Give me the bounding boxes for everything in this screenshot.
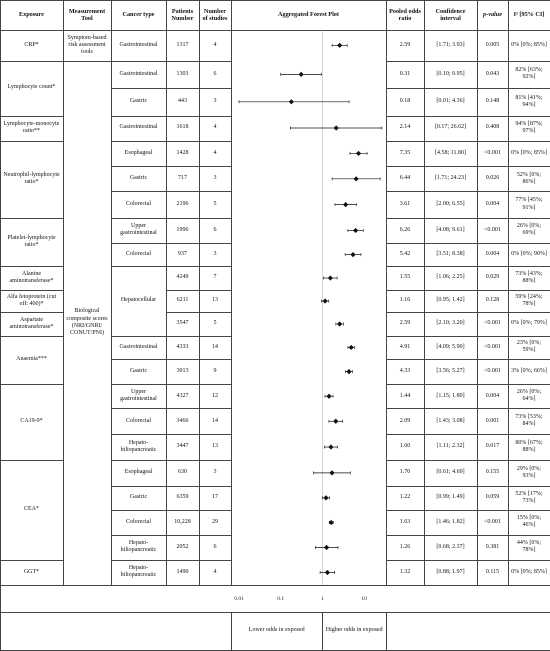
cancer-type: Colorectal [111, 510, 166, 535]
studies-number: 5 [199, 312, 231, 335]
rule-horizontal [166, 585, 231, 586]
confidence-interval: [0.17; 26.62] [424, 116, 477, 141]
p-value: 0.005 [477, 30, 508, 61]
rule-vertical [111, 0, 112, 585]
i2-value: 3% [0%; 66%] [508, 359, 550, 384]
confidence-interval: [2.00; 6.55] [424, 191, 477, 218]
confidence-interval: [1.46; 1.82] [424, 510, 477, 535]
rule-vertical [231, 0, 232, 585]
patients-number: 4327 [166, 384, 199, 408]
p-value: 0.004 [477, 243, 508, 266]
p-value: 0.017 [477, 434, 508, 460]
studies-number: 3 [199, 88, 231, 115]
header-cancer: Cancer type [111, 0, 166, 30]
pooled-odds-ratio: 3.61 [386, 191, 424, 218]
pooled-odds-ratio: 4.91 [386, 336, 424, 359]
rule-horizontal [0, 0, 550, 1]
studies-number: 13 [199, 434, 231, 460]
pooled-odds-ratio: 0.18 [386, 88, 424, 115]
rule-horizontal [386, 359, 550, 360]
studies-number: 9 [199, 359, 231, 384]
p-value: 0.381 [477, 535, 508, 560]
rule-vertical [322, 612, 323, 650]
cancer-type: Hepato-biliopancreatic [111, 535, 166, 560]
studies-number: 3 [199, 460, 231, 486]
pooled-odds-ratio: 1.55 [386, 266, 424, 289]
rule-horizontal [0, 560, 63, 561]
patients-number: 1317 [166, 30, 199, 61]
rule-horizontal [0, 312, 63, 313]
rule-vertical [0, 0, 1, 585]
studies-number: 4 [199, 30, 231, 61]
pooled-odds-ratio: 4.33 [386, 359, 424, 384]
studies-number: 4 [199, 560, 231, 585]
rule-vertical [166, 0, 167, 585]
p-value: <0.001 [477, 510, 508, 535]
i2-value: 0% [0%; 90%] [508, 243, 550, 266]
rule-horizontal [386, 312, 550, 313]
i2-value: 26% [0%; 69%] [508, 218, 550, 243]
patients-number: 1303 [166, 61, 199, 88]
confidence-interval: [4.09; 5.90] [424, 336, 477, 359]
patients-number: 6211 [166, 290, 199, 313]
header-plot: Aggregated Forest Plot [231, 0, 386, 30]
p-value: 0.004 [477, 191, 508, 218]
p-value: 0.043 [477, 61, 508, 88]
header-exposure: Exposure [0, 0, 63, 30]
confidence-interval: [0.99; 1.49] [424, 486, 477, 510]
pooled-odds-ratio: 1.44 [386, 384, 424, 408]
rule-horizontal [386, 116, 550, 117]
rule-horizontal [386, 535, 550, 536]
p-value: 0.026 [477, 166, 508, 191]
exposure-label: Lymphocyte count* [0, 61, 63, 116]
exposure-label: Anaemia*** [0, 336, 63, 384]
confidence-interval: [0.88; 1.97] [424, 560, 477, 585]
p-value: 0.001 [477, 408, 508, 434]
p-value: 0.155 [477, 460, 508, 486]
header-patients: Patients Number [166, 0, 199, 30]
studies-number: 12 [199, 384, 231, 408]
rule-horizontal [386, 434, 550, 435]
i2-value: 59% [24%; 78%] [508, 290, 550, 313]
cancer-type: Colorectal [111, 191, 166, 218]
axis-tick-label: 0.1 [277, 596, 284, 602]
i2-value: 0% [0%; 85%] [508, 560, 550, 585]
p-value: 0.059 [477, 486, 508, 510]
p-value: 0.115 [477, 560, 508, 585]
i2-value: 73% [43%; 88%] [508, 266, 550, 289]
patients-number: 1618 [166, 116, 199, 141]
pooled-odds-ratio: 1.16 [386, 290, 424, 313]
confidence-interval: [0.95; 1.42] [424, 290, 477, 313]
cancer-type: Upper gastrointestinal [111, 384, 166, 408]
confidence-interval: [3.56; 5.27] [424, 359, 477, 384]
patients-number: 2196 [166, 191, 199, 218]
measurement-tool-symptom: Symptom-based risk assessment tools [63, 30, 111, 61]
pooled-odds-ratio: 1.22 [386, 486, 424, 510]
confidence-interval: [1.15; 1.80] [424, 384, 477, 408]
studies-number: 4 [199, 116, 231, 141]
rule-horizontal [111, 510, 166, 511]
patients-number: 10,228 [166, 510, 199, 535]
studies-number: 7 [199, 266, 231, 289]
rule-horizontal [386, 510, 550, 511]
rule-horizontal [0, 266, 63, 267]
pooled-odds-ratio: 6.44 [386, 166, 424, 191]
rule-horizontal [111, 243, 166, 244]
i2-value: 73% [53%; 84%] [508, 408, 550, 434]
rule-horizontal [111, 585, 166, 586]
cancer-type: Hepato-biliopancreatic [111, 560, 166, 585]
cancer-type: Gastrointestinal [111, 61, 166, 88]
cancer-type: Gastric [111, 486, 166, 510]
exposure-label: CEA* [0, 460, 63, 560]
confidence-interval: [3.51; 8.38] [424, 243, 477, 266]
rule-horizontal [111, 408, 166, 409]
confidence-interval: [0.68; 2.37] [424, 535, 477, 560]
rule-horizontal [111, 191, 166, 192]
p-value: 0.004 [477, 384, 508, 408]
patients-number: 4249 [166, 266, 199, 289]
pooled-odds-ratio: 1.32 [386, 560, 424, 585]
patients-number: 3466 [166, 408, 199, 434]
header-p: p-value [477, 0, 508, 30]
rule-vertical [199, 0, 200, 585]
patients-number: 1490 [166, 560, 199, 585]
exposure-label: CRP* [0, 30, 63, 61]
rule-horizontal [0, 141, 63, 142]
cancer-type: Esophageal [111, 141, 166, 167]
i2-value: 94% [87%; 97%] [508, 116, 550, 141]
studies-number: 29 [199, 510, 231, 535]
rule-horizontal [111, 359, 166, 360]
rule-vertical [477, 0, 478, 585]
rule-horizontal [111, 486, 166, 487]
cancer-type: Gastrointestinal [111, 30, 166, 61]
exposure-label: Alanine aminotransferase* [0, 266, 63, 289]
confidence-interval: [2.10; 3.20] [424, 312, 477, 335]
exposure-label: Aspartate aminotransferase* [0, 312, 63, 335]
patients-number: 443 [166, 88, 199, 115]
studies-number: 13 [199, 290, 231, 313]
studies-number: 4 [199, 141, 231, 167]
confidence-interval: [0.61; 4.69] [424, 460, 477, 486]
rule-horizontal [386, 218, 550, 219]
patients-number: 4333 [166, 336, 199, 359]
confidence-interval: [0.10; 0.95] [424, 61, 477, 88]
rule-vertical [386, 612, 387, 650]
pooled-odds-ratio: 1.70 [386, 460, 424, 486]
rule-horizontal [386, 61, 550, 62]
rule-horizontal [386, 486, 550, 487]
pooled-odds-ratio: 1.60 [386, 434, 424, 460]
rule-horizontal [111, 434, 166, 435]
rule-horizontal [111, 560, 166, 561]
cancer-type: Hepato-biliopancreatic [111, 434, 166, 460]
rule-vertical [63, 0, 64, 585]
patients-number: 630 [166, 460, 199, 486]
patients-number: 717 [166, 166, 199, 191]
p-value: 0.029 [477, 266, 508, 289]
studies-number: 17 [199, 486, 231, 510]
i2-value: 80% [67%; 88%] [508, 434, 550, 460]
confidence-interval: [4.08; 9.61] [424, 218, 477, 243]
rule-horizontal [111, 141, 166, 142]
confidence-interval: [1.11; 2.32] [424, 434, 477, 460]
measurement-tool-biological: Biological composite scores (NRI/GNRI/ CONUT/PNI) [63, 61, 111, 585]
i2-value: 52% [17%; 73%] [508, 486, 550, 510]
rule-horizontal [386, 560, 550, 561]
i2-value: 44% [0%; 78%] [508, 535, 550, 560]
rule-horizontal [111, 535, 166, 536]
patients-number: 937 [166, 243, 199, 266]
header-or: Pooled odds ratio [386, 0, 424, 30]
rule-horizontal [386, 243, 550, 244]
confidence-interval: [1.06; 2.25] [424, 266, 477, 289]
i2-value: 77% [45%; 91%] [508, 191, 550, 218]
exposure-label: CA19-9* [0, 384, 63, 460]
rule-vertical [0, 585, 1, 650]
rule-horizontal [111, 460, 166, 461]
rule-vertical [424, 0, 425, 585]
i2-value: 52% [0%; 86%] [508, 166, 550, 191]
patients-number: 1428 [166, 141, 199, 167]
pooled-odds-ratio: 1.63 [386, 510, 424, 535]
p-value: 0.408 [477, 116, 508, 141]
confidence-interval: [1.43; 3.08] [424, 408, 477, 434]
p-value: <0.001 [477, 312, 508, 335]
rule-horizontal [386, 290, 550, 291]
exposure-label: Neutrophil-lymphocyte ratio* [0, 141, 63, 218]
studies-number: 3 [199, 166, 231, 191]
studies-number: 6 [199, 218, 231, 243]
cancer-type: Gastric [111, 166, 166, 191]
pooled-odds-ratio: 2.09 [386, 408, 424, 434]
rule-horizontal [386, 460, 550, 461]
rule-horizontal [386, 266, 550, 267]
pooled-odds-ratio: 7.35 [386, 141, 424, 167]
rule-horizontal [63, 61, 111, 62]
rule-horizontal [0, 585, 63, 586]
axis-tick-label: 1 [321, 596, 324, 602]
p-value: <0.001 [477, 218, 508, 243]
patients-number: 2052 [166, 535, 199, 560]
i2-value: 82% [63%; 92%] [508, 61, 550, 88]
studies-number: 3 [199, 243, 231, 266]
rule-horizontal [111, 336, 166, 337]
exposure-label: Lymphocyte-monocyte ratio** [0, 116, 63, 141]
i2-value: 0% [0%; 85%] [508, 141, 550, 167]
rule-horizontal [0, 336, 63, 337]
cancer-type: Gastric [111, 88, 166, 115]
header-tool: Measurement Tool [63, 0, 111, 30]
pooled-odds-ratio: 2.59 [386, 30, 424, 61]
patients-number: 6359 [166, 486, 199, 510]
rule-horizontal [111, 266, 166, 267]
cancer-type: Upper gastrointestinal [111, 218, 166, 243]
cancer-type: Colorectal [111, 243, 166, 266]
pooled-odds-ratio: 2.59 [386, 312, 424, 335]
header-i2: I² [95% CI] [508, 0, 550, 30]
rule-horizontal [386, 408, 550, 409]
axis-tick-label: 0.01 [234, 596, 244, 602]
rule-horizontal [386, 88, 550, 89]
rule-horizontal [386, 384, 550, 385]
pooled-odds-ratio: 0.31 [386, 61, 424, 88]
rule-horizontal [0, 61, 63, 62]
pooled-odds-ratio: 5.42 [386, 243, 424, 266]
confidence-interval: [0.01; 4.36] [424, 88, 477, 115]
rule-vertical [508, 0, 509, 585]
studies-number: 6 [199, 535, 231, 560]
rule-horizontal [0, 290, 63, 291]
p-value: <0.001 [477, 141, 508, 167]
cancer-type: Gastrointestinal [111, 116, 166, 141]
header-studies: Number of studies [199, 0, 231, 30]
i2-value: 29% [0%; 93%] [508, 460, 550, 486]
rule-horizontal [386, 585, 550, 586]
pooled-odds-ratio: 2.14 [386, 116, 424, 141]
exposure-label: GGT* [0, 560, 63, 585]
rule-horizontal [0, 384, 63, 385]
p-value: <0.001 [477, 336, 508, 359]
patients-number: 3447 [166, 434, 199, 460]
footer-lower-odds: Lower odds in exposed [231, 612, 322, 650]
i2-value: 81% [41%; 94%] [508, 88, 550, 115]
confidence-interval: [4.58; 11.80] [424, 141, 477, 167]
rule-horizontal [386, 191, 550, 192]
p-value: <0.001 [477, 359, 508, 384]
patients-number: 1996 [166, 218, 199, 243]
rule-horizontal [0, 460, 63, 461]
rule-horizontal [0, 116, 63, 117]
studies-number: 5 [199, 191, 231, 218]
studies-number: 6 [199, 61, 231, 88]
i2-value: 0% [0%; 85%] [508, 30, 550, 61]
rule-horizontal [111, 166, 166, 167]
rule-horizontal [386, 166, 550, 167]
exposure-label: Alfa fetoprotein (cut off: 400)* [0, 290, 63, 313]
cancer-type: Gastric [111, 359, 166, 384]
axis-tick-label: 10 [361, 596, 367, 602]
studies-number: 14 [199, 336, 231, 359]
rule-horizontal [231, 585, 386, 586]
studies-number: 14 [199, 408, 231, 434]
cancer-type: Gastrointestinal [111, 336, 166, 359]
pooled-odds-ratio: 6.26 [386, 218, 424, 243]
cancer-type: Colorectal [111, 408, 166, 434]
rule-horizontal [111, 61, 166, 62]
exposure-label: Platelet-lymphocyte ratio* [0, 218, 63, 266]
rule-horizontal [111, 218, 166, 219]
confidence-interval: [1.71; 24.23] [424, 166, 477, 191]
i2-value: 26% [0%; 64%] [508, 384, 550, 408]
p-value: 0.128 [477, 290, 508, 313]
rule-vertical [386, 0, 387, 585]
rule-horizontal [0, 218, 63, 219]
i2-value: 23% [0%; 59%] [508, 336, 550, 359]
i2-value: 15% [0%; 46%] [508, 510, 550, 535]
pooled-odds-ratio: 1.26 [386, 535, 424, 560]
footer-higher-odds: Higher odds in exposed [322, 612, 386, 650]
patients-number: 3013 [166, 359, 199, 384]
header-ci: Confidence interval [424, 0, 477, 30]
cancer-type-hepatocellular: Hepatocellular [111, 266, 166, 335]
rule-horizontal [386, 336, 550, 337]
rule-horizontal [111, 116, 166, 117]
i2-value: 0% [0%; 79%] [508, 312, 550, 335]
patients-number: 3547 [166, 312, 199, 335]
cancer-type: Esophageal [111, 460, 166, 486]
rule-horizontal [111, 384, 166, 385]
p-value: 0.148 [477, 88, 508, 115]
confidence-interval: [1.71; 3.93] [424, 30, 477, 61]
rule-horizontal [111, 88, 166, 89]
rule-horizontal [0, 30, 550, 31]
rule-horizontal [386, 141, 550, 142]
rule-horizontal [63, 585, 111, 586]
